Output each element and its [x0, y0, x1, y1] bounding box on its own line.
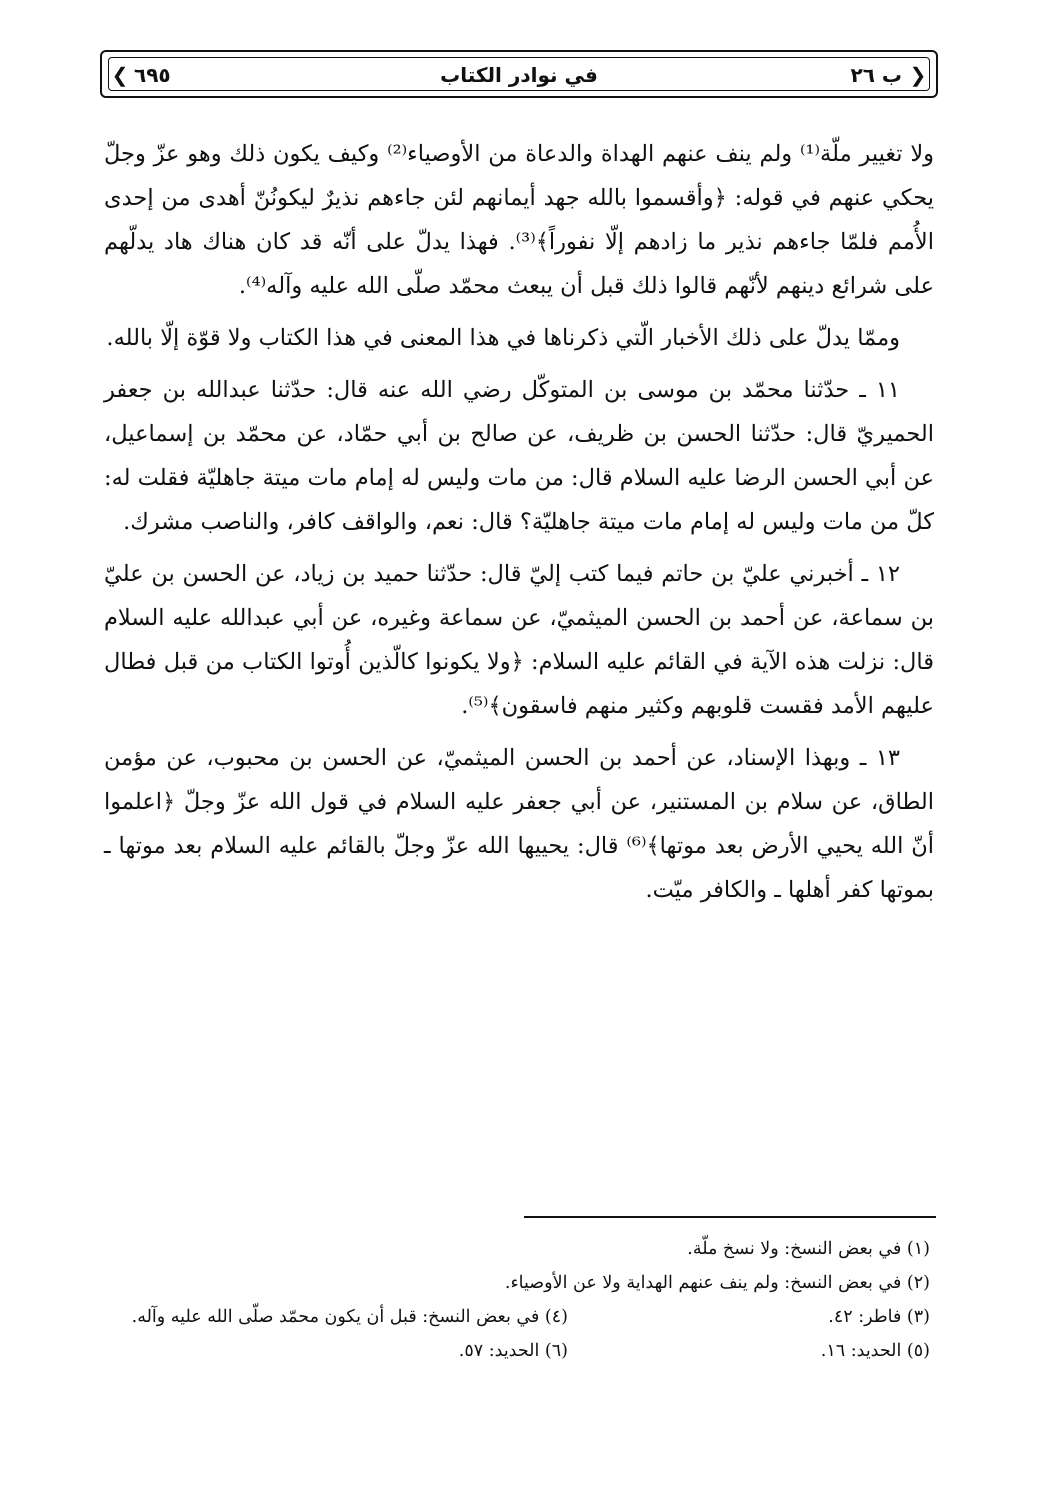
footnote-row	[104, 1266, 934, 1300]
hadith-13: ١٣ ـ وبهذا الإسناد، عن أحمد بن الحسن الميثميّ، عن الحسن بن محبوب، عن مؤمن الطاق، عن سلام بن المستنير، عن أبي جعفر عليه السلام في قول الله عزّ وجلّ ﴿اعلموا أنّ الله يحيي الأرض بعد موتها﴾⁽⁶⁾ قال: يحييها الله عزّ وجلّ بالقائم عليه السلام بعد موتها ـ بموتها كفر أهلها ـ والكافر ميّت.	[104, 745, 934, 903]
main-text	[104, 132, 934, 920]
footnote-6: (٦) الحديد: ٥٧.	[458, 1341, 568, 1361]
paragraph-statement: وممّا يدلّ على ذلك الأخبار الّتي ذكرناها في هذا المعنى في هذا الكتاب ولا قوّة إلّا بالله.	[106, 325, 900, 351]
footnote-5: (٥) الحديد: ١٦.	[820, 1341, 930, 1361]
footnotes	[104, 1232, 934, 1368]
hadith-12: ١٢ ـ أخبرني عليّ بن حاتم فيما كتب إليّ قال: حدّثنا حميد بن زياد، عن الحسن بن عليّ بن سماعة، عن أحمد بن الحسن الميثميّ، عن سماعة وغيره، عن أبي عبدالله عليه السلام قال: نزلت هذه الآية في القائم عليه السلام: ﴿ولا يكونوا كالّذين أُوتوا الكتاب من قبل فطال عليهم الأمد فقست قلوبهم وكثير منهم فاسقون﴾⁽⁵⁾.	[104, 561, 934, 719]
hadith-11: ١١ ـ حدّثنا محمّد بن موسى بن المتوكّل رضي الله عنه قال: حدّثنا عبدالله بن جعفر الحميريّ قال: حدّثنا الحسن بن ظريف، عن صالح بن أبي حمّاد، عن محمّد بن إسماعيل، عن أبي الحسن الرضا عليه السلام قال: من مات وليس له إمام مات ميتة جاهليّة فقلت له: كلّ من مات وليس له إمام مات ميتة جاهليّة؟ قال: نعم، والواقف كافر، والناصب مشرك.	[104, 377, 934, 535]
footnote-2: (٢) في بعض النسخ: ولم ينف عنهم الهداية ولا عن الأوصياء.	[504, 1273, 930, 1293]
chapter-label: ب ٢٦	[850, 63, 902, 87]
ornament-right-icon: ❯	[909, 63, 927, 87]
paragraph-continuation: ولا تغيير ملّة⁽¹⁾ ولم ينف عنهم الهداة والدعاة من الأوصياء⁽²⁾ وكيف يكون ذلك وهو عزّ وجلّ يحكي عنهم في قوله: ﴿وأقسموا بالله جهد أيمانهم لئن جاءهم نذيرٌ ليكونُنّ أهدى من إحدى الأُمم فلمّا جاءهم نذير ما زادهم إلّا نفوراً﴾⁽³⁾. فهذا يدلّ على أنّه قد كان هناك هاد يدلّهم على شرائع دينهم لأنّهم قالوا ذلك قبل أن يبعث محمّد صلّى الله عليه وآله⁽⁴⁾.	[104, 141, 935, 299]
footnote-1: (١) في بعض النسخ: ولا نسخ ملّة.	[687, 1239, 930, 1259]
footnote-row	[104, 1334, 934, 1368]
footnote-3: (٣) فاطر: ٤٢.	[828, 1307, 930, 1327]
footnote-row	[104, 1232, 934, 1266]
running-title: في نوادر الكتاب	[440, 63, 598, 87]
footnote-separator	[524, 1216, 936, 1218]
page-number: ٦٩٥	[134, 63, 171, 87]
running-header	[100, 50, 938, 98]
footnote-4: (٤) في بعض النسخ: قبل أن يكون محمّد صلّى الله عليه وآله.	[131, 1307, 568, 1327]
footnote-row	[104, 1300, 934, 1334]
ornament-left-icon: ❮	[111, 63, 129, 87]
